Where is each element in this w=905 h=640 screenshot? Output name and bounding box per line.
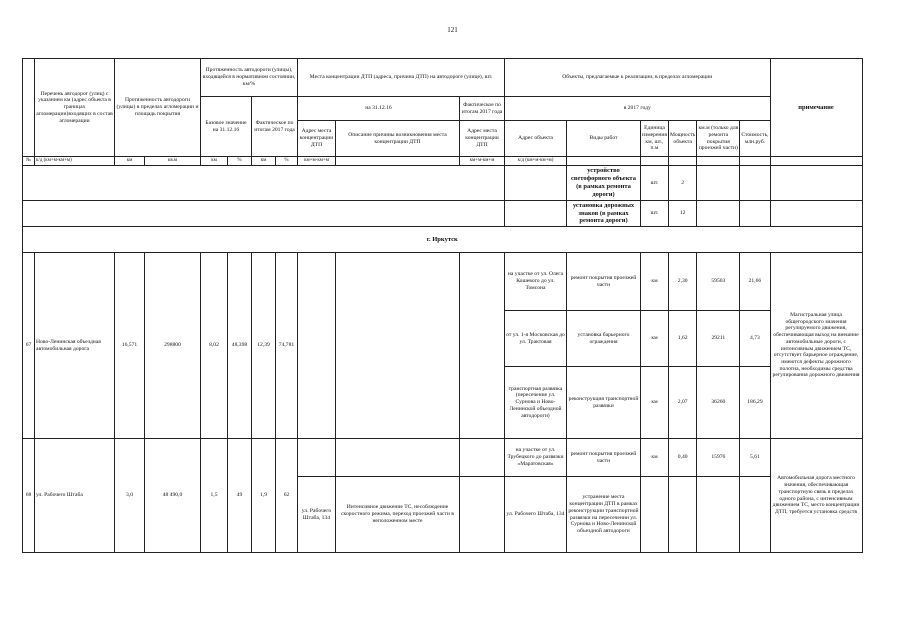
- r67-o1-repair: 59503: [697, 253, 740, 311]
- units-row: [23, 157, 863, 166]
- hdr-capacity: Мощность объекта: [668, 121, 696, 157]
- u-km: км: [115, 157, 145, 166]
- pre-row-2: [23, 201, 863, 227]
- r68-o1-unit: км: [641, 439, 669, 477]
- hdr-roads-list: Перечень автодорог (улиц) с указанием км (адрес объекта в границах агломерации)входящих в состав агломерации: [35, 59, 115, 157]
- city-row: [23, 227, 863, 253]
- hdr-work-type: Виды работ: [567, 121, 641, 157]
- r68-area: 48 490,0: [145, 439, 201, 553]
- pre1-cap: 2: [668, 166, 696, 201]
- r67-o1-cost: 21,66: [740, 253, 770, 311]
- hdr-norm-group: Протяженность автодороги (улицы), входящейся в нормативном состоянии, км/%: [201, 59, 298, 97]
- r67-o1-work: ремонт покрытия проезжей части: [567, 253, 641, 311]
- r67-o2-work: установка барьерного ограждения: [567, 311, 641, 367]
- r67-o2-addr: от ул. 1-я Московская до ул. Трактовая: [505, 311, 567, 367]
- pre-row-1: [23, 166, 863, 201]
- u-no: №: [23, 157, 35, 166]
- r67-area: 298800: [145, 253, 201, 439]
- r67-o2-cost: 4,73: [740, 311, 770, 367]
- r68-o1-cost: 5,61: [740, 439, 770, 477]
- r68-base-pct: 49: [228, 439, 252, 553]
- r67-fact-km: 12,39: [252, 253, 276, 439]
- hdr-length: Протяженность автодороги (улицы) в пределах агломерации и площадь покрытия: [115, 59, 201, 157]
- u-kmm: км+м-км+м: [298, 157, 336, 166]
- r68-o2-repair: [697, 477, 740, 553]
- r68-o2-work: устранение места концентрации ДТП в рамках реконструкции транспортной развязки на пересечении ул. Сурнова и Ново-Ленинской объездной автодороги: [567, 477, 641, 553]
- hdr-unit: Единица измерения км, шт., п.м: [641, 121, 669, 157]
- hdr-actual: Фактическое по итогам 2017 года: [252, 97, 298, 157]
- pre2-cap: 12: [668, 201, 696, 227]
- r68-fact-pct: 62: [276, 439, 298, 553]
- hdr-obj-addr: Адрес объекта: [505, 121, 567, 157]
- u-pct2: %: [276, 157, 298, 166]
- r68-o2-addr: ул. Рабочего Штаба, 134: [505, 477, 567, 553]
- hdr-dtp-actual: Фактическое по итогам 2017 года: [460, 97, 505, 121]
- r68-o2-unit: [641, 477, 669, 553]
- hdr-cost: Стоимость, млн.руб.: [740, 121, 770, 157]
- hdr-dtp-group: Места концентрации ДТП (адреса, причина ДТП) на автодороге (улице), шт.: [298, 59, 505, 97]
- r68-dtp-addr: ул. Рабочего Штаба, 134: [298, 477, 336, 553]
- r67-o2-cap: 1,62: [668, 311, 696, 367]
- pre1-work: устройство светофорного объекта (в рамках ремонта дороги): [567, 166, 641, 201]
- r67-note: Магистральная улица общегородского значения регулируемого движения, обеспечивающая выход на внешние автомобильные дороги, с интенсивным движением ТС, отсутствует барьерное ограждение, имеются дефекты дорожного полотна, необходимы средства регулирования дорожного движения: [770, 253, 862, 439]
- u-kmkm: к/д (км+м-км+м): [35, 157, 115, 166]
- hdr-dtp-reason: Описание причины возникновения места концентрации ДТП: [336, 121, 460, 157]
- r67-length: 16,571: [115, 253, 145, 439]
- r67-fact-pct: 74,781: [276, 253, 298, 439]
- r67-no: 67: [23, 253, 35, 439]
- hdr-dtp-addr2: Адрес места концентрации ДТП: [460, 121, 505, 157]
- u-blank: [336, 157, 460, 166]
- r68-no: 68: [23, 439, 35, 553]
- r67-o2-repair: 29211: [697, 311, 740, 367]
- page-number: 121: [447, 26, 458, 34]
- r68-o2-cap: [668, 477, 696, 553]
- r67-o3-cost: 186,29: [740, 367, 770, 439]
- u-kvm: кв.м: [145, 157, 201, 166]
- r68-base-km: 1,5: [201, 439, 228, 553]
- header-row-1: [23, 59, 863, 97]
- r68-name: ул. Рабочего Штаба: [35, 439, 115, 553]
- hdr-base: Базовое значение на 31.12.16: [201, 97, 252, 157]
- hdr-year: в 2017 году: [505, 97, 771, 121]
- u-pct: %: [228, 157, 252, 166]
- hdr-note: примечание: [770, 59, 862, 157]
- u-km3: км: [252, 157, 276, 166]
- r68-dtp-reason: Интенсивное движение ТС, несоблюдение скоростного режима, переход проезжей части в неположенном месте: [336, 477, 460, 553]
- r68-o1-cap: 0,40: [668, 439, 696, 477]
- r67-o3-repair: 36260: [697, 367, 740, 439]
- table-row: [23, 439, 863, 477]
- r67-name: Ново-Ленинская объездная автомобильная дорога: [35, 253, 115, 439]
- table-row: [23, 253, 863, 311]
- r67-o1-addr: на участке от ул. Олега Кошевого до ул. Томсона: [505, 253, 567, 311]
- r67-o3-cap: 2,07: [668, 367, 696, 439]
- r68-length: 3,0: [115, 439, 145, 553]
- r68-o2-cost: [740, 477, 770, 553]
- hdr-dtp-addr: Адрес места концентрации ДТП: [298, 121, 336, 157]
- r68-o1-addr: на участке от ул. Трубецкого до развязки «Маратовская»: [505, 439, 567, 477]
- r67-base-km: 8,02: [201, 253, 228, 439]
- r68-o1-work: ремонт покрытия проезжей части: [567, 439, 641, 477]
- r68-o1-repair: 15976: [697, 439, 740, 477]
- r67-o1-unit: км: [641, 253, 669, 311]
- hdr-objects-group: Объекты, предлагаемые к реализации, в пределах агломерации: [505, 59, 771, 97]
- pre1-unit: шт.: [641, 166, 669, 201]
- r68-note: Автомобильная дорога местного значения, обеспечивающая транспортную связь в пределах одного района, с интенсивным движением ТС, место концентрации ДТП, требуется установка средств: [770, 439, 862, 553]
- city-label: г. Иркутск: [23, 227, 863, 253]
- pre2-work: установка дорожных знаков (в рамках ремонта дороги): [567, 201, 641, 227]
- main-table: [22, 58, 863, 553]
- u-km2: км: [201, 157, 228, 166]
- pre2-unit: шт.: [641, 201, 669, 227]
- u-kmkm2: к/д (км+м-км+м): [505, 157, 567, 166]
- hdr-no-blank: [23, 59, 35, 157]
- r67-o3-work: реконструкция транспортной развязки: [567, 367, 641, 439]
- hdr-repair: км.м (только для ремонта покрытия проезжей части): [697, 121, 740, 157]
- r67-base-pct: 48,398: [228, 253, 252, 439]
- u-kmm2: км+м-км+м: [460, 157, 505, 166]
- r68-fact-km: 1,9: [252, 439, 276, 553]
- r67-o3-addr: транспортная развязка (пересечение ул. Сурнова и Ново-Ленинской объездной автодороги): [505, 367, 567, 439]
- r67-o1-cap: 2,30: [668, 253, 696, 311]
- hdr-dtp-date: на 31.12.16: [298, 97, 460, 121]
- r67-o3-unit: км: [641, 367, 669, 439]
- r67-o2-unit: км: [641, 311, 669, 367]
